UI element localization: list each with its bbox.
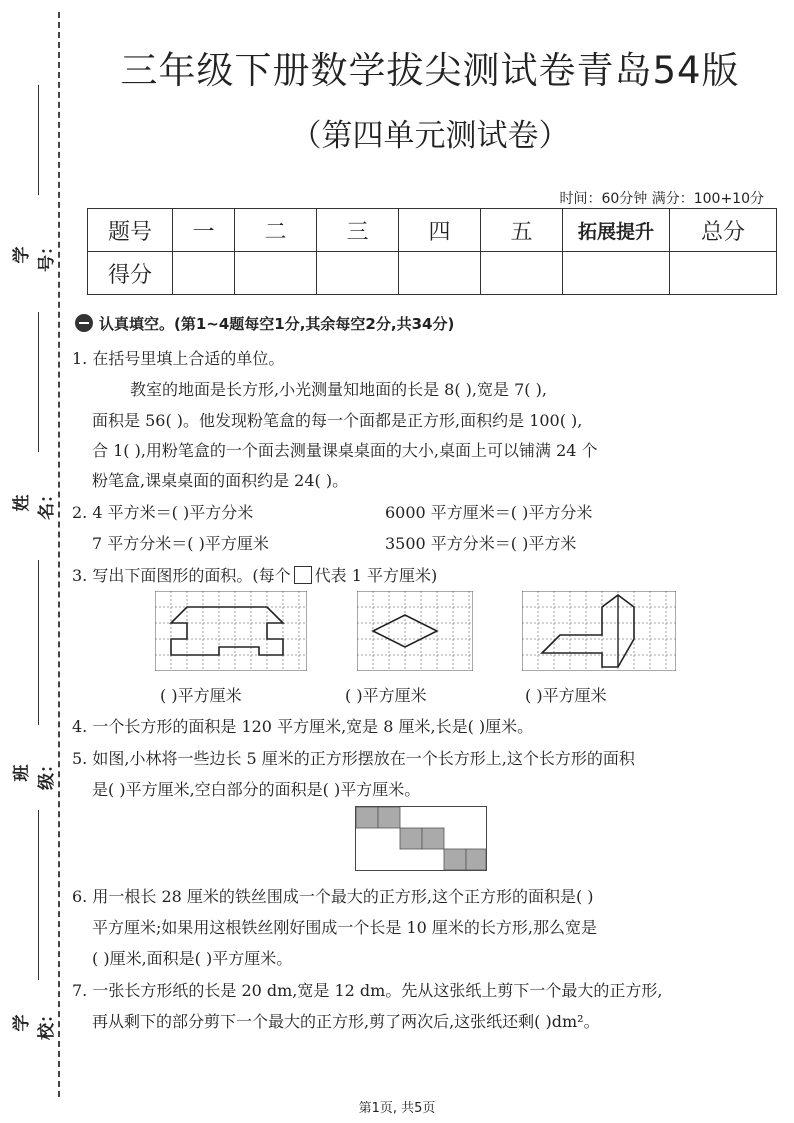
student-id-label: 学号： — [12, 238, 57, 272]
school-blank[interactable] — [38, 810, 39, 980]
question-3-answer-a: ( )平方厘米 — [160, 686, 242, 705]
section-one-icon — [75, 314, 93, 332]
student-id-blank[interactable] — [38, 85, 39, 195]
score-header-row — [88, 209, 777, 252]
question-5-line2: 是( )平方厘米,空白部分的面积是( )平方厘米。 — [92, 780, 421, 799]
score-table — [87, 208, 777, 295]
class-label: 班级： — [12, 756, 57, 790]
score-cell[interactable] — [481, 252, 563, 295]
score-header-cell: 题号 — [88, 209, 173, 252]
class-blank[interactable] — [38, 560, 39, 725]
score-header-cell: 总分 — [670, 209, 777, 252]
question-3-stem-a: 3. 写出下面图形的面积。(每个 — [72, 566, 291, 585]
page-title: 三年级下册数学拔尖测试卷青岛54版 — [120, 49, 740, 92]
question-2-a: 2. 4 平方米＝( )平方分米 — [72, 503, 254, 522]
name-label: 姓名： — [12, 486, 57, 520]
question-5-line1: 5. 如图,小林将一些边长 5 厘米的正方形摆放在一个长方形上,这个长方形的面积 — [72, 749, 635, 768]
score-cell[interactable] — [670, 252, 777, 295]
binding-dashed-line — [58, 12, 60, 1097]
question-5-figure — [355, 806, 487, 871]
school-label: 学校： — [12, 1006, 57, 1040]
score-cell[interactable] — [399, 252, 481, 295]
question-4: 4. 一个长方形的面积是 120 平方厘米,宽是 8 厘米,长是( )厘米。 — [72, 717, 534, 736]
score-row-label: 得分 — [88, 252, 173, 295]
score-cell[interactable] — [563, 252, 670, 295]
question-2-d: 3500 平方分米＝( )平方米 — [385, 534, 577, 553]
score-header-cell: 五 — [481, 209, 563, 252]
question-7-line1: 7. 一张长方形纸的长是 20 dm,宽是 12 dm。先从这张纸上剪下一个最大的正方形, — [72, 981, 663, 1000]
name-blank[interactable] — [38, 312, 39, 452]
unit-square-icon — [294, 566, 312, 584]
score-header-cell: 四 — [399, 209, 481, 252]
section-heading-text: 认真填空。(第1~4题每空1分,其余每空2分,共34分) — [99, 315, 455, 333]
page-footer: 第1页, 共5页 — [358, 1101, 436, 1116]
figure-c-shape — [542, 595, 634, 667]
question-2-b: 6000 平方厘米＝( )平方分米 — [385, 503, 593, 522]
question-7-line2: 再从剩下的部分剪下一个最大的正方形,剪了两次后,这张纸还剩( )dm²。 — [92, 1012, 600, 1031]
question-1-line: 合 1( ),用粉笔盒的一个面去测量课桌桌面的大小,桌面上可以铺满 24 个 — [92, 441, 598, 460]
score-cell[interactable] — [235, 252, 317, 295]
score-header-cell: 拓展提升 — [563, 209, 670, 252]
question-3-stem-b: 代表 1 平方厘米) — [314, 566, 438, 585]
page-subtitle: （第四单元测试卷） — [290, 118, 570, 154]
score-row — [88, 252, 777, 295]
question-6-line3: ( )厘米,面积是( )平方厘米。 — [92, 949, 293, 968]
figure-b-grid — [357, 591, 473, 671]
figure-a-shape — [171, 607, 283, 655]
figure-c-grid — [522, 591, 676, 671]
score-cell[interactable] — [173, 252, 235, 295]
exam-meta: 时间：60分钟 满分：100+10分 — [559, 191, 764, 207]
question-1-line: 教室的地面是长方形,小光测量知地面的长是 8( ),宽是 7( ), — [130, 380, 547, 399]
question-1-line: 面积是 56( )。他发现粉笔盒的每一个面都是正方形,面积约是 100( ), — [92, 411, 583, 430]
question-1-line: 粉笔盒,课桌桌面的面积约是 24( )。 — [92, 471, 349, 490]
score-cell[interactable] — [317, 252, 399, 295]
score-header-cell: 二 — [235, 209, 317, 252]
score-header-cell: 一 — [173, 209, 235, 252]
question-1-stem: 1. 在括号里填上合适的单位。 — [72, 349, 285, 368]
question-3-stem — [72, 563, 437, 586]
question-2-c: 7 平方分米＝( )平方厘米 — [92, 534, 269, 553]
section-heading — [75, 313, 454, 334]
score-header-cell: 三 — [317, 209, 399, 252]
question-6-line1: 6. 用一根长 28 厘米的铁丝围成一个最大的正方形,这个正方形的面积是( ) — [72, 887, 594, 906]
question-3-answer-b: ( )平方厘米 — [345, 686, 427, 705]
question-6-line2: 平方厘米;如果用这根铁丝刚好围成一个长是 10 厘米的长方形,那么宽是 — [92, 918, 598, 937]
question-3-answer-c: ( )平方厘米 — [525, 686, 607, 705]
figure-a-grid — [155, 591, 307, 671]
